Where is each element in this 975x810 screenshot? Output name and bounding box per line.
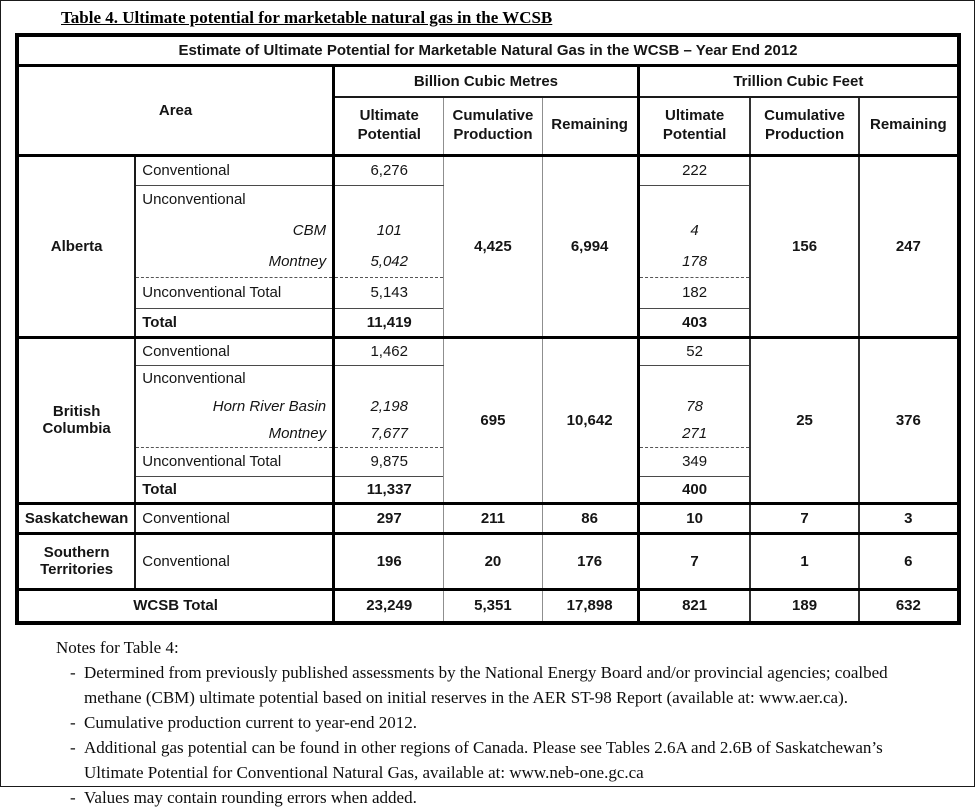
value-cell: 10,642: [542, 337, 638, 503]
note-text: Values may contain rounding errors when added.: [84, 788, 417, 807]
area-saskatchewan: Saskatchewan: [17, 503, 135, 533]
value-cell: 3: [859, 503, 959, 533]
value-cell: 403: [638, 308, 750, 337]
value-cell: [334, 365, 444, 392]
value-cell: 182: [638, 277, 750, 308]
table-title: Estimate of Ultimate Potential for Marketable Natural Gas in the WCSB – Year End 2012: [17, 35, 959, 65]
value-cell: 7: [750, 503, 858, 533]
value-cell: 78: [638, 392, 750, 420]
value-cell: 176: [542, 533, 638, 589]
value-cell: 376: [859, 337, 959, 503]
value-cell: 17,898: [542, 589, 638, 623]
value-cell: 25: [750, 337, 858, 503]
value-cell: 2,198: [334, 392, 444, 420]
row-label: Conventional: [135, 503, 333, 533]
value-cell: 5,143: [334, 277, 444, 308]
note-bullet: -: [70, 738, 76, 757]
area-southern-territories: Southern Territories: [17, 533, 135, 589]
value-cell: 695: [444, 337, 542, 503]
notes-heading: Notes for Table 4:: [56, 638, 179, 657]
area-alberta: Alberta: [17, 155, 135, 337]
value-cell: [638, 365, 750, 392]
row-label: Horn River Basin: [135, 392, 333, 420]
row-label: Total: [135, 476, 333, 503]
note-text: Additional gas potential can be found in other regions of Canada. Please see Tables 2.6A and 2.6B of Saskatchewan’s Ultimate Potential for Conventional Natural Gas, available at: www.neb-one.gc.ca: [84, 738, 883, 782]
row-label: Unconventional: [135, 185, 333, 213]
value-cell: 4,425: [444, 155, 542, 337]
value-cell: 52: [638, 337, 750, 365]
value-cell: 101: [334, 213, 444, 247]
table-caption: Table 4. Ultimate potential for marketable natural gas in the WCSB: [61, 8, 553, 27]
value-cell: 189: [750, 589, 858, 623]
note-item: [56, 735, 946, 785]
value-cell: 211: [444, 503, 542, 533]
value-cell: 821: [638, 589, 750, 623]
header-area: Area: [17, 65, 334, 155]
row-label: Montney: [135, 247, 333, 277]
value-cell: 271: [638, 420, 750, 447]
value-cell: 20: [444, 533, 542, 589]
row-label: Conventional: [135, 155, 333, 185]
row-label: Unconventional Total: [135, 277, 333, 308]
value-cell: 349: [638, 447, 750, 476]
value-cell: 23,249: [334, 589, 444, 623]
value-cell: 156: [750, 155, 858, 337]
value-cell: 222: [638, 155, 750, 185]
value-cell: 11,337: [334, 476, 444, 503]
note-bullet: -: [70, 713, 76, 732]
wcsb-total-label: WCSB Total: [133, 597, 218, 615]
note-bullet: -: [70, 663, 76, 682]
value-cell: [638, 185, 750, 213]
value-cell: 86: [542, 503, 638, 533]
header-tcf-cumulative-production: Cumulative Production: [750, 97, 858, 155]
note-item: [56, 660, 946, 710]
row-label: Total: [135, 308, 333, 337]
value-cell: 632: [859, 589, 959, 623]
header-bcm-ultimate-potential: Ultimate Potential: [334, 97, 444, 155]
value-cell: 10: [638, 503, 750, 533]
value-cell: 1: [750, 533, 858, 589]
value-cell: 5,042: [334, 247, 444, 277]
row-label: Montney: [135, 420, 333, 447]
note-item: [56, 710, 946, 735]
row-label: Unconventional Total: [135, 447, 333, 476]
value-cell: 6,276: [334, 155, 444, 185]
value-cell: 6: [859, 533, 959, 589]
value-cell: 4: [638, 213, 750, 247]
header-bcm-remaining: Remaining: [542, 97, 638, 155]
row-label: CBM: [135, 213, 333, 247]
header-group-tcf: Trillion Cubic Feet: [638, 65, 959, 97]
row-label: Conventional: [135, 337, 333, 365]
value-cell: 5,351: [444, 589, 542, 623]
header-bcm-cumulative-production: Cumulative Production: [444, 97, 542, 155]
value-cell: 400: [638, 476, 750, 503]
value-cell: 6,994: [542, 155, 638, 337]
value-cell: 11,419: [334, 308, 444, 337]
value-cell: 7: [638, 533, 750, 589]
notes-section: [56, 635, 946, 810]
note-item: [56, 785, 946, 810]
value-cell: 9,875: [334, 447, 444, 476]
value-cell: 7,677: [334, 420, 444, 447]
note-text: Determined from previously published assessments by the National Energy Board and/or provincial agencies; coalbed methane (CBM) ultimate potential based on initial reserves in the AER ST-98 Report (available at: www.aer.ca).: [84, 663, 888, 707]
area-british-columbia: British Columbia: [17, 337, 135, 503]
gas-potential-table: [15, 33, 961, 625]
row-label: Unconventional: [135, 365, 333, 392]
value-cell: 247: [859, 155, 959, 337]
header-group-bcm: Billion Cubic Metres: [334, 65, 639, 97]
value-cell: 178: [638, 247, 750, 277]
note-bullet: -: [70, 788, 76, 807]
value-cell: 196: [334, 533, 444, 589]
row-label: Conventional: [135, 533, 333, 589]
value-cell: 1,462: [334, 337, 444, 365]
header-tcf-remaining: Remaining: [859, 97, 959, 155]
value-cell: 297: [334, 503, 444, 533]
value-cell: [334, 185, 444, 213]
note-text: Cumulative production current to year-end 2012.: [84, 713, 417, 732]
header-tcf-ultimate-potential: Ultimate Potential: [638, 97, 750, 155]
